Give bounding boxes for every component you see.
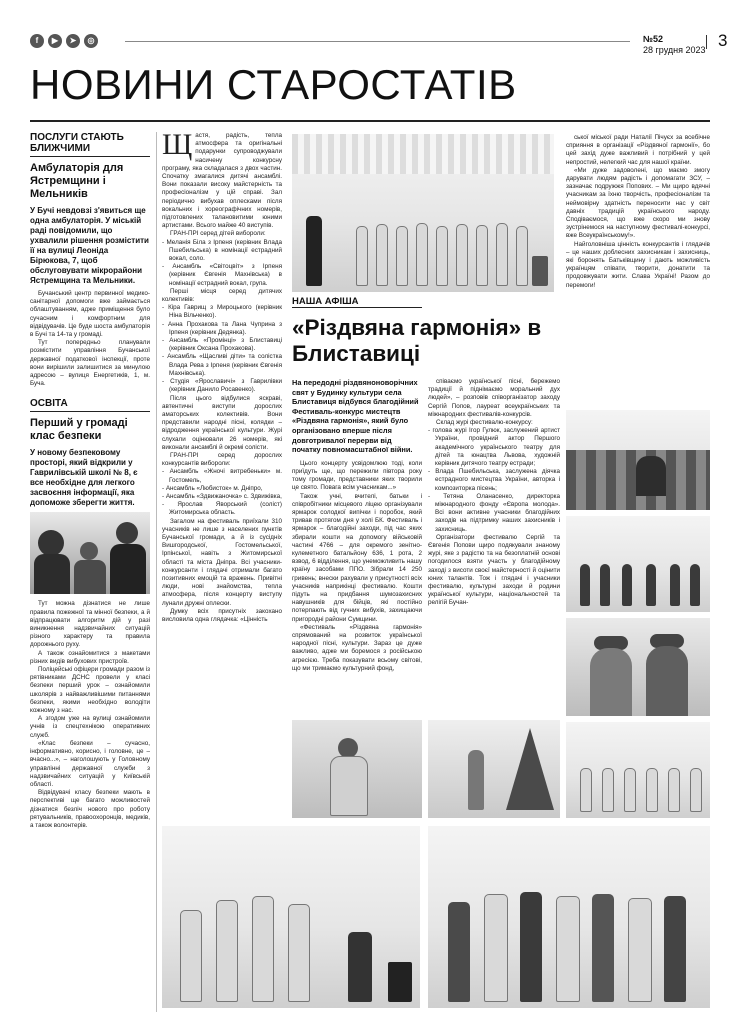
- paragraph: ської міської ради Наталії Пічуєх за всебічне сприяння в організації «Різдвяної гармонії», бо цей захід дуже важливий і потрібний у цей непростий, нелегкий час для нашої країни.: [566, 134, 710, 166]
- list-item: - Влада Пшебильська, заслужена діячка естрадного мистецтва України, авторка і композиторка пісень;: [428, 468, 560, 493]
- paragraph: Відвідувачі класу безпеки мають в перспективі ще багато можливостей дізнатися безліч нового про роботу рятувальників, правоохоронців, медиків, а також волонтерів.: [30, 789, 150, 829]
- article-deck: На передодні різдвяноноворічних свят у Будинку культури села Блиставиця відбувся благодійний Фестиваль-конкурс мистецтв «Різдвяна гармонія», який було організовано вперше після довготривалої перерви від початку повномасштабної війни.: [292, 378, 419, 455]
- paragraph: Думку всіх присутніх закохано висловила одна глядачка: «Цінність: [162, 607, 282, 623]
- article-headline-safety: Перший у громаді клас безпеки: [30, 417, 128, 443]
- photo-child-singer: [292, 720, 422, 818]
- list-item: - Меланія Біла з Ірпеня (керівник Влада Пшебильська) в номінації естрадний вокал, соло.: [162, 239, 282, 264]
- paragraph: ГРАН-ПРІ серед дітей вибороли:: [170, 230, 266, 238]
- paragraph: Бучанський центр первинної медико-санітарної допомоги вже займається облаштуванням, адже приміщення було сучасним і комфортним для відвідувачів. Це буде шоста амбулаторія в Бучі та 14-та у громаді.: [30, 290, 150, 339]
- paragraph: Поліцейські офіцери громади разом із рятівниками ДСНС провели у класі безпеки перший урок – ознайомили школярів з найважливішими питаннями безпеки, якими необхідно володіти кожному з нас.: [30, 666, 150, 715]
- article-lead-safety: У новому безпековому просторі, який відкрили у Гаврилівській школі № 8, є все необхідне для легкого засвоєння інформації, яка допоможе зберегти життя.: [30, 448, 138, 508]
- page-number: 3: [718, 31, 728, 50]
- paragraph: Також учні, вчителі, батьки і співробітники місцевого ліцею організували ярмарок солодкої випічки і поробок, який тривав протягом дня у холі БК. Фестиваль і ярмарок – благодійні заходи, під час яких збирали кошти на допомогу військовій частині 4766 – для окремого зенітно-кулеметного батальйону 636, 1 рота, 2 взвод, 6 відділення, що унеможливить нашу країну засобами ППО. Зібрали 14 250 гривень; внески рахували у присутності всіх учасників наприкінці фестивалю. Кошти підуть на придбання шумозахисних навушників для бійців, які постійно потерпають від гучних вибухів, захищаючи пригородні райони Сумщини.: [292, 492, 422, 623]
- list-item: - Студія «Ярославичі» з Гаврилівки (керівник Данило Росавенко).: [162, 378, 282, 394]
- paragraph: «Ми дуже задоволені, що маємо змогу дарувати людям радість і допомагати ЗСУ, – зазначає подружжя Попових. – Ми щиро вдячні учасникам за їхню творчість, професіоналізм та неймовірну здатність переносити нас у світ давніх традицій українського народу. Сподіваємося, що вже скоро ми знову зустрінемося на наступному фестивалі-конкурсі, вже Всеукраїнському!».: [566, 166, 710, 240]
- paragraph: «Фестиваль «Різдвяна гармонія» спрямований на розвиток української народної пісні, культури. Зараз це дуже важливо, адже ми боремося з російською агресією. Треба показувати всьому світові, що ми тримаємо культурний фонд,: [292, 623, 422, 672]
- header-rule: [125, 41, 630, 42]
- winners-list-groups: [162, 304, 282, 394]
- drop-cap: Щ: [162, 132, 193, 161]
- paragraph: Загалом на фестиваль приїхали 310 учасників не лише з населених пунктів Бучанської громади, а й із сусідніх Вишгородської, Гостомельської, Ірпінської, навіть з Житомирської області та міста Дніпра. Всі учасники-конкурсанти і глядачі отримали багато позитивних емоцій та вражень. Привітні люди, нові знайомства, тепла атмосфера, після концерту виступу лунали дружні оплески.: [162, 517, 282, 607]
- photo-dance-group: [566, 722, 710, 818]
- list-item: - Анна Прохакова та Лана Чуприна з Ірпеня (керівник Дедянка).: [162, 321, 282, 337]
- paragraph: Цього концерту усвідомлюю тоді, коли приїдуть ще, що пережили півтора року тому громади, представники яких творили це свято. Повага всім учасникам...»: [292, 459, 422, 492]
- rubric-label: НАША АФІША: [292, 296, 422, 308]
- youtube-icon[interactable]: ▶: [48, 34, 62, 48]
- news-column-left: [30, 132, 150, 1012]
- paragraph: ГРАН-ПРІ серед дорослих конкурсантів вибороли:: [162, 451, 282, 468]
- header-divider: [706, 35, 707, 49]
- winners-list-adults: [162, 468, 282, 517]
- article-headline-main: «Різдвяна гармонія» в Блиставиці: [292, 315, 542, 366]
- article-column-5: [566, 134, 710, 404]
- paragraph: Після цього відбулися яскраві, автентичні виступи дорослих аматорських колективів. Вони представили народні пісні, колядки – відродження української культури. Журі слухали оцінювали 26 номерів, які виконали ансамблі й окремі солісти.: [162, 394, 282, 451]
- paragraph: Склад журі фестивалю-конкурсу:: [436, 419, 533, 427]
- list-item: - Ансамбль «Любисток» м. Дніпро,: [162, 485, 282, 493]
- list-item: - Ансамбль «Промінці» з Блиставиці (керівник Оксана Прохакова).: [162, 337, 282, 353]
- list-item: - голова журі Ігор Гулюк, заслужений артист України, провідний актор Першого академічного українського театру для дітей та юнацтва Львова, художній керівник дитячого театру естради;: [428, 427, 560, 468]
- top-bar: [30, 31, 728, 55]
- article-lead-clinic: У Бучі невдовзі з'явиться ще одна амбулаторія. У міській раді повідомили, що ухвалили рішення розмістити її на вулиці Леоніда Бірюкова, 7, щоб обслуговувати мікрорайони Ястремщина та Мельники.: [30, 206, 149, 285]
- photo-safety-class: [30, 512, 150, 594]
- paragraph: Перші місця серед дитячих колективів:: [162, 287, 282, 304]
- jury-list: [428, 427, 560, 534]
- list-item: - Ансамбль «Жночі витребеньки» м. Гостомель,: [162, 468, 282, 484]
- telegram-icon[interactable]: ➤: [66, 34, 80, 48]
- article-headline-clinic: Амбулаторія для Ястремщини і Мельників: [30, 162, 124, 200]
- photo-christmas-tree: [428, 720, 560, 818]
- paragraph-intro: Щастя, радість, тепла атмосфера та оригінальні подарунки супроводжували насичену конкурсну програму, яка складалася з двох частин. Спочатку змагалися дитячі ансамблі. Вони показали високу майстерність та професіоналізм у цій справі. Зал періодично вибухав оплесками після вокальних і хореографічних номерів, підготовлених талановитими юними артистами. Всього майже 40 виступів.: [162, 132, 282, 230]
- photo-children-ensemble: [162, 826, 420, 1008]
- section-label-services: ПОСЛУГИ СТАЮТЬ БЛИЖЧИМИ: [30, 132, 150, 157]
- paragraph: Тут можна дізнатися не лише правила пожежної та мінної безпеки, а й відпрацювати алгоритм дій у разі виникнення надзвичайних ситуацій різного характеру та правила дорожнього руху.: [30, 600, 150, 649]
- list-item: - Тетяна Оланасенко, директорка міжнародного фонду «Європа молода». Всі вони активне учасники благодійних заходів на підтримку наших захисників і захисниць.: [428, 493, 560, 534]
- list-item: - Ансамбль «Світоцвіт» з Ірпеня (керівник Євгенія Махнівська) в номінації естрадний вокал, група.: [162, 263, 282, 288]
- masthead-rule: [30, 120, 710, 122]
- section-label-education: ОСВІТА: [30, 398, 150, 412]
- photo-choir-stage: [292, 134, 554, 292]
- paragraph: співаємо української пісні, бережемо традиції й піднімаємо моральний дух людей», – розповів співорганізатор заходу Сергій Попов, лауреат всеукраїнських та міжнародних фестивалів-конкурсів.: [428, 378, 560, 418]
- photo-audience: [566, 410, 710, 510]
- instagram-icon[interactable]: ◎: [84, 34, 98, 48]
- issue-info: [643, 34, 706, 56]
- list-item: - Ансамбль «Здвижаночка» с. Здвижівка,: [162, 493, 282, 501]
- facebook-icon[interactable]: f: [30, 34, 44, 48]
- list-item: - Ярослав Яворський (соліст) Житомирська область.: [162, 501, 282, 517]
- column-divider: [156, 132, 157, 1012]
- paragraph: Найголовніша цінність конкурсантів і глядачів – це наших доблесних захисникам і захисниць, які боронять Батьківщину і дають можливість українцям співати, творити, донатити та продовжувати жити. Слава Україні! Разом до перемоги!: [566, 240, 710, 289]
- winners-list-children: [162, 239, 282, 288]
- section-masthead: НОВИНИ СТАРОСТАТІВ: [30, 61, 517, 108]
- paragraph: Організатори фестивалю Сергій та Євгенія Попови щиро подякували знаному журі, яке з радістю та на безоплатній основі погодилося взяти участь у благодійному заході з висоти своєї майстерності й оцінити юних талантів. Тож і глядачі і учасники фестивалю, культурні заходи й родини української культури, національностей та релігій Бучан-: [428, 533, 560, 607]
- issue-number: №52: [643, 34, 664, 44]
- paragraph: А згодом уже на вулиці ознайомили учнів із спецтехнікою оперативних служб.: [30, 715, 150, 739]
- paragraph: «Клас безпеки – сучасно, інформативно, корисно, і головне, це – вчасно...», – наголошують у Головному управлінні державної служби з надзвичайних ситуацій у Київській області.: [30, 739, 150, 788]
- issue-date: 28 грудня 2023: [643, 45, 706, 55]
- photo-adult-ensemble: [428, 826, 710, 1008]
- article-column-4: [428, 378, 560, 714]
- photo-singers-wreaths: [566, 618, 710, 716]
- paragraph: Тут попередньо планували розмістити управління Бучанської державної податкової інспекції, проте вони вирішили залишитися за минулою адресою – вулиця Енергетиків, 1, м. Буча.: [30, 339, 150, 388]
- paragraph: А також ознайомитися з макетами різних видів вибухових пристроїв.: [30, 649, 150, 665]
- list-item: - Кіра Гаврищ з Мироцького (керівник Ніна Вільченко).: [162, 304, 282, 320]
- list-item: - Ансамбль «Щасливі діти» та солістка Влада Рева з Ірпеня (керівник Євгенія Махнівська).: [162, 353, 282, 378]
- photo-performers-stage: [566, 516, 710, 612]
